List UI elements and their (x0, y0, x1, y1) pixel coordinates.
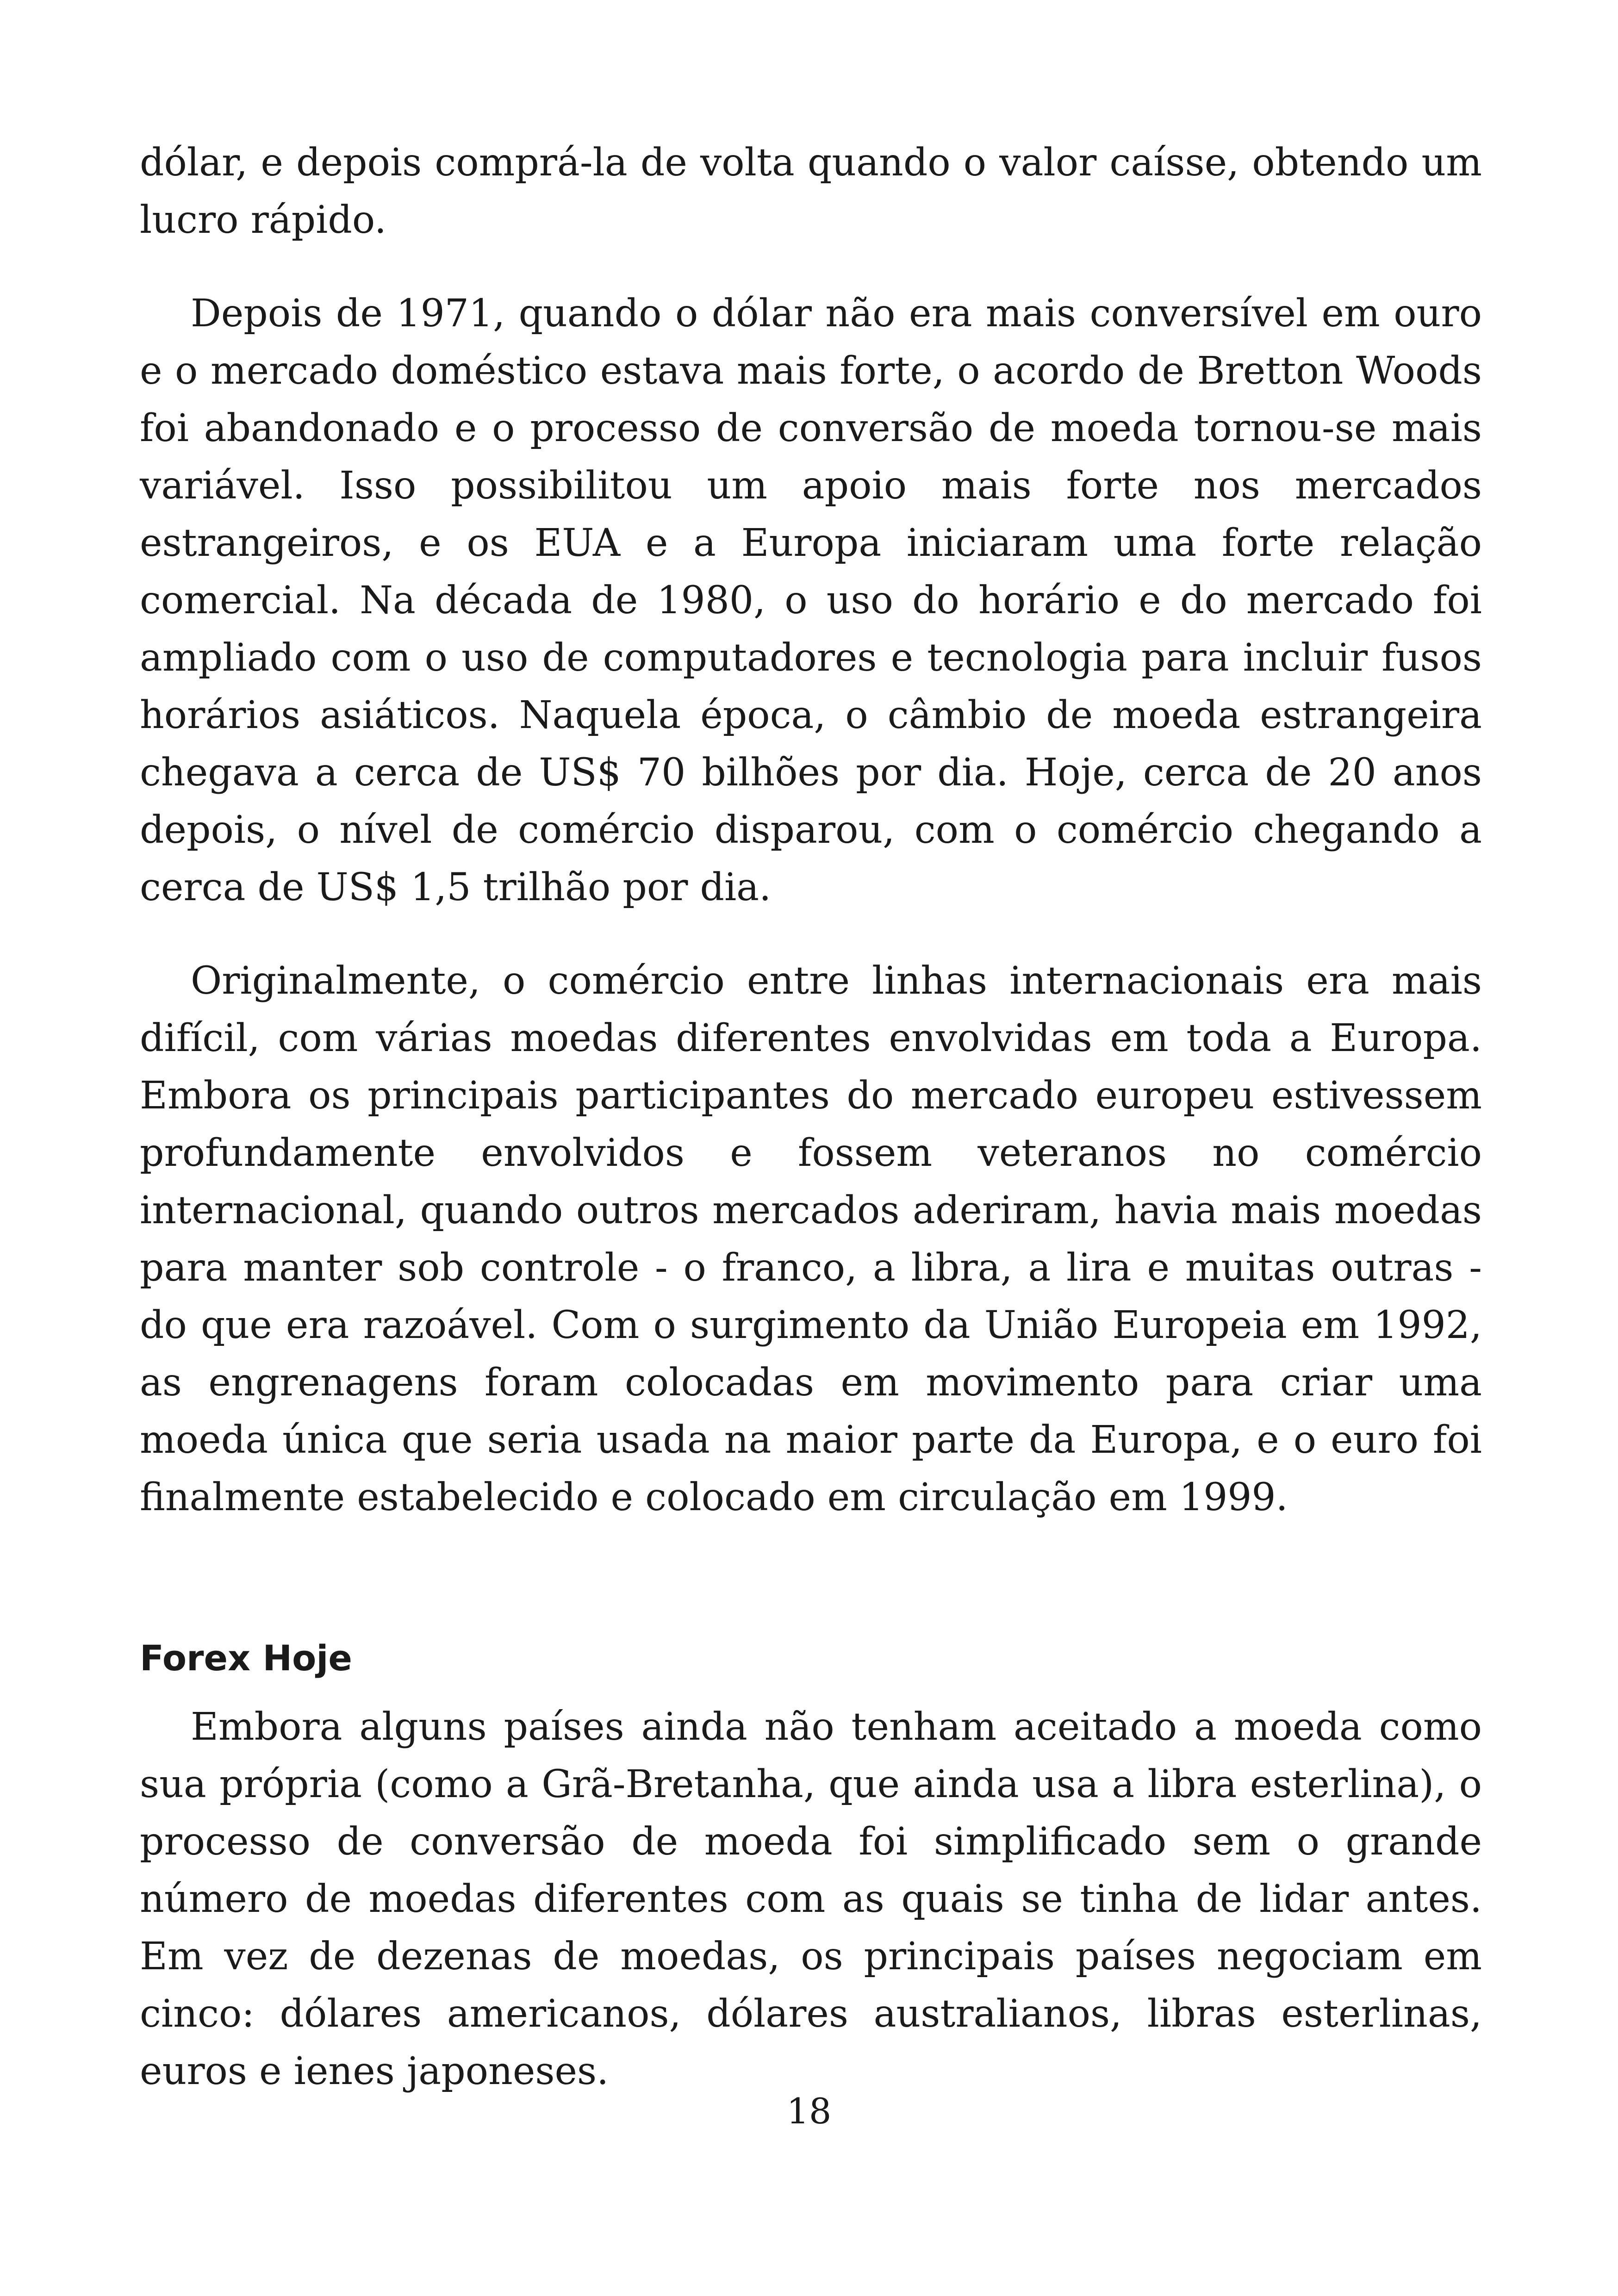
paragraph-spacer (140, 916, 1482, 952)
page-body (140, 134, 1482, 2100)
paragraph-continuation: dólar, e depois comprá-la de volta quando o valor caísse, obtendo um lucro rápido. (140, 141, 1482, 242)
paragraph-bretton-woods: Depois de 1971, quando o dólar não era mais conversível em ouro e o mercado doméstico estava mais forte, o acordo de Bretton Woods foi abandonado e o processo de conversão de moeda tornou-se mais variável. Isso possibilitou um apoio mais forte nos mercados estrangeiros, e os EUA e a Europa iniciaram uma forte relação comercial. Na década de 1980, o uso do horário e do mercado foi ampliado com o uso de computadores e tecnologia para incluir fusos horários asiáticos. Naquela época, o câmbio de moeda estrangeira chegava a cerca de US$ 70 bilhões por dia. Hoje, cerca de 20 anos depois, o nível de comércio disparou, com o comércio chegando a cerca de US$ 1,5 trilhão por dia. (140, 292, 1482, 909)
paragraph-euro-history: Originalmente, o comércio entre linhas internacionais era mais difícil, com várias moedas diferentes envolvidas em toda a Europa. Embora os principais participantes do mercado europeu estivessem profundamente envolvidos e fossem veteranos no comércio internacional, quando outros mercados aderiram, havia mais moedas para manter sob controle - o franco, a libra, a lira e muitas outras - do que era razoável. Com o surgimento da União Europeia em 1992, as engrenagens foram colocadas em movimento para criar uma moeda única que seria usada na maior parte da Europa, e o euro foi finalmente estabelecido e colocado em circulação em 1999. (140, 959, 1482, 1519)
paragraph-spacer (140, 249, 1482, 285)
paragraph-forex-today: Embora alguns países ainda não tenham aceitado a moeda como sua própria (como a Grã-Bretanha, que ainda usa a libra esterlina), o processo de conversão de moeda foi simplificado sem o grande número de moedas diferentes com as quais se tinha de lidar antes. Em vez de dezenas de moedas, os principais países negociam em cinco: dólares americanos, dólares australianos, libras esterlinas, euros e ienes japoneses. (140, 1705, 1482, 2093)
section-spacer (140, 1526, 1482, 1633)
page-number: 18 (786, 2091, 832, 2132)
section-heading: Forex Hoje (140, 1637, 352, 1679)
